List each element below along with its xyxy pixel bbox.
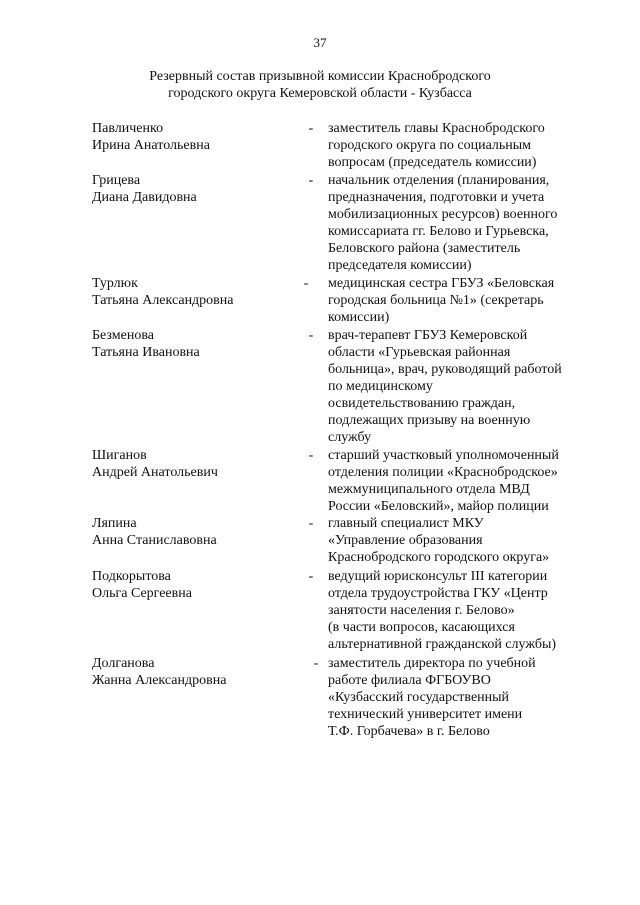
- role-line: Краснобродского городского округа»: [328, 550, 550, 565]
- role-line: службу: [328, 430, 372, 445]
- member-role: [328, 568, 593, 653]
- role-line: начальник отделения (планирования,: [328, 173, 550, 188]
- dash-separator: -: [308, 448, 314, 463]
- role-line: «Управление образования: [328, 533, 483, 548]
- member-surname: Турлюк: [92, 276, 138, 291]
- dash-separator: -: [308, 121, 314, 136]
- page-number: 37: [313, 35, 327, 50]
- dash-separator: -: [303, 276, 309, 291]
- role-line: городского округа по социальным: [328, 138, 532, 153]
- dash-separator: -: [308, 569, 314, 584]
- member-given-names: Андрей Анатольевич: [92, 465, 218, 480]
- role-line: председателя комиссии): [328, 258, 472, 273]
- role-line: технический университет имени: [328, 707, 523, 722]
- member-given-names: Татьяна Ивановна: [92, 345, 200, 360]
- member-role: [328, 327, 593, 446]
- role-line: вопросам (председатель комиссии): [328, 155, 537, 170]
- role-line: предназначения, подготовки и учета: [328, 190, 545, 205]
- member-given-names: Ольга Сергеевна: [92, 586, 192, 601]
- title-line-1: Резервный состав призывной комиссии Краснобродского: [149, 69, 491, 84]
- document-title: [0, 68, 640, 102]
- member-given-names: Анна Станиславовна: [92, 533, 217, 548]
- member-role: [328, 515, 593, 566]
- member-role: [328, 120, 593, 171]
- role-line: освидетельствованию граждан,: [328, 396, 516, 411]
- member-surname: Грицева: [92, 173, 141, 188]
- dash-separator: -: [313, 656, 319, 671]
- role-line: отделения полиции «Краснобродское»: [328, 465, 558, 480]
- member-name: [92, 327, 292, 361]
- role-line: главный специалист МКУ: [328, 516, 484, 531]
- role-line: мобилизационных ресурсов) военного: [328, 207, 558, 222]
- member-surname: Подкорытова: [92, 569, 171, 584]
- dash-separator: -: [308, 173, 314, 188]
- member-surname: Долганова: [92, 656, 155, 671]
- role-line: альтернативной гражданской службы): [328, 637, 557, 652]
- member-name: [92, 515, 292, 549]
- role-line: городская больница №1» (секретарь: [328, 293, 544, 308]
- role-line: подлежащих призыву на военную: [328, 413, 531, 428]
- role-line: заместитель директора по учебной: [328, 656, 536, 671]
- role-line: России «Беловский», майор полиции: [328, 499, 549, 514]
- role-line: отдела трудоустройства ГКУ «Центр: [328, 586, 548, 601]
- member-given-names: Жанна Александровна: [92, 673, 227, 688]
- member-role: [328, 275, 593, 326]
- member-surname: Ляпина: [92, 516, 137, 531]
- member-given-names: Татьяна Александровна: [92, 293, 234, 308]
- role-line: Т.Ф. Горбачева» в г. Белово: [328, 724, 490, 739]
- role-line: больница», врач, руководящий работой: [328, 362, 562, 377]
- member-name: [92, 275, 292, 309]
- role-line: межмуниципального отдела МВД: [328, 482, 530, 497]
- member-role: [328, 655, 593, 740]
- member-name: [92, 120, 292, 154]
- member-name: [92, 655, 292, 689]
- role-line: комиссариата гг. Белово и Гурьевска,: [328, 224, 549, 239]
- member-given-names: Диана Давидовна: [92, 190, 197, 205]
- member-given-names: Ирина Анатольевна: [92, 138, 210, 153]
- role-line: заместитель главы Краснобродского: [328, 121, 545, 136]
- member-surname: Павличенко: [92, 121, 164, 136]
- role-line: Беловского района (заместитель: [328, 241, 521, 256]
- role-line: старший участковый уполномоченный: [328, 448, 559, 463]
- member-name: [92, 568, 292, 602]
- role-line: ведущий юрисконсульт III категории: [328, 569, 548, 584]
- role-line: врач-терапевт ГБУЗ Кемеровской: [328, 328, 528, 343]
- title-line-2: городского округа Кемеровской области - Кузбасса: [168, 86, 472, 101]
- role-line: «Кузбасский государственный: [328, 690, 510, 705]
- member-role: [328, 172, 593, 274]
- role-line: (в части вопросов, касающихся: [328, 620, 515, 635]
- role-line: области «Гурьевская районная: [328, 345, 511, 360]
- dash-separator: -: [308, 328, 314, 343]
- dash-separator: -: [308, 516, 314, 531]
- role-line: комиссии): [328, 310, 390, 325]
- member-surname: Шиганов: [92, 448, 147, 463]
- member-surname: Безменова: [92, 328, 154, 343]
- role-line: медицинская сестра ГБУЗ «Беловская: [328, 276, 555, 291]
- member-name: [92, 172, 292, 206]
- role-line: по медицинскому: [328, 379, 433, 394]
- member-role: [328, 447, 593, 515]
- member-name: [92, 447, 292, 481]
- role-line: занятости населения г. Белово»: [328, 603, 515, 618]
- role-line: работе филиала ФГБОУВО: [328, 673, 491, 688]
